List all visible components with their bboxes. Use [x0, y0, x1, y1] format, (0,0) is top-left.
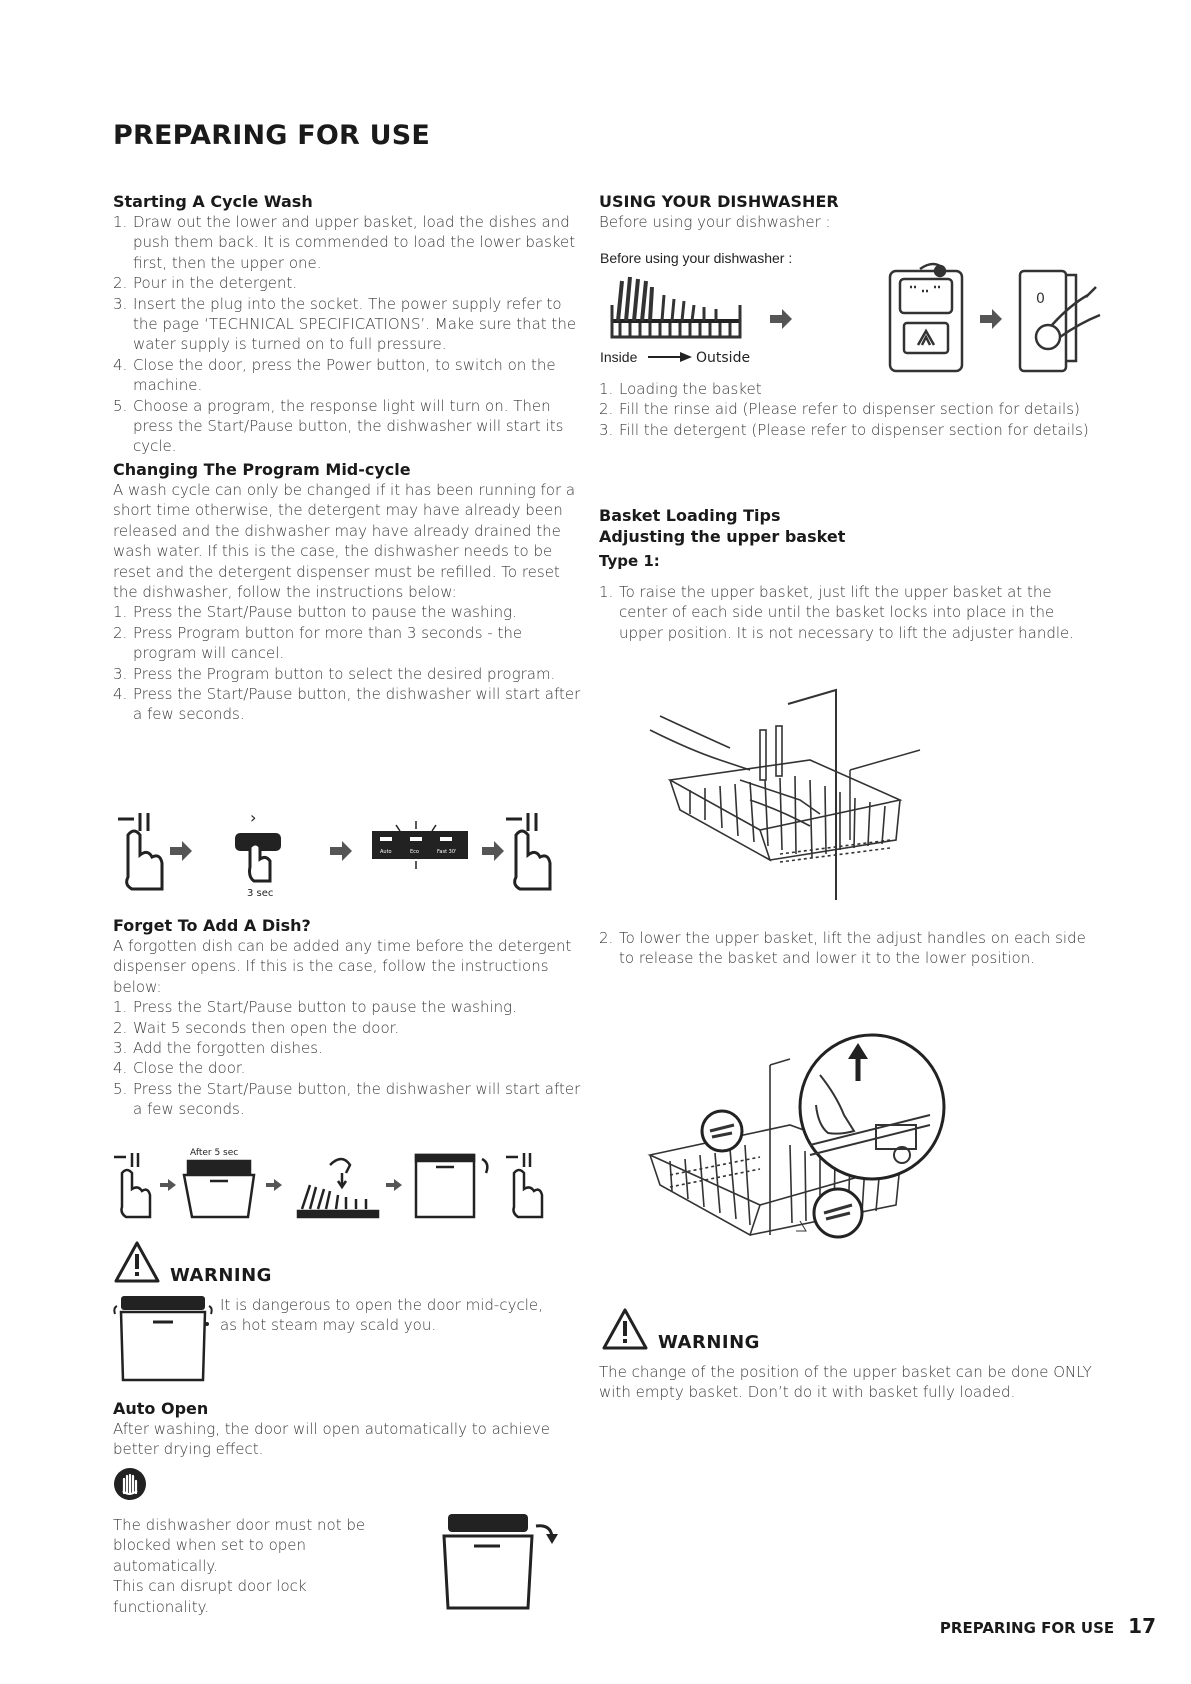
change-program-intro: A wash cycle can only be changed if it has been running for a short time otherwise, the detergent may have already been released and the dishwasher may have already drained the wash water. If this is the case, the dishwasher needs to be reset and the detergent dispenser must be refilled. To reset the dishwasher, follow the instructions below:: [113, 480, 576, 601]
list-item: 2. Press Program button for more than 3 seconds - the program will cancel.: [113, 623, 523, 663]
dishwasher-open-icon: [184, 1161, 254, 1217]
type-label: Type 1:: [599, 552, 660, 570]
add-dish-heading: Forget To Add A Dish?: [113, 916, 311, 935]
page-number: 17: [1128, 1614, 1156, 1638]
hand-press-icon: [118, 813, 162, 889]
auto-open-note: [113, 1515, 403, 1617]
warning-right-text: The change of the position of the upper basket can be done ONLY with empty basket. Don’t do it with basket fully loaded.: [599, 1363, 1092, 1402]
list-item: 5. Choose a program, the response light will turn on. Then press the Start/Pause button, the dishwasher will start its cycle.: [113, 396, 564, 456]
upper-basket-lower-illustration: [640, 1035, 940, 1265]
arrow-icon: [482, 841, 504, 861]
list-item: 1. Press the Start/Pause button to pause the washing.: [113, 998, 517, 1017]
using-figure: [600, 265, 1120, 375]
list-item: 4. Close the door.: [113, 1059, 246, 1078]
program-button-icon: [235, 808, 281, 899]
using-heading: USING YOUR DISHWASHER: [599, 192, 839, 211]
warning-right-title: WARNING: [658, 1332, 760, 1353]
auto-open-note-line: The dishwasher door must not be blocked when set to open automatically.: [113, 1516, 366, 1575]
inside-label: Inside: [600, 349, 638, 365]
basket-heading: Basket Loading Tips: [599, 506, 781, 525]
warning-icon: [601, 1307, 649, 1351]
auto-open-heading: Auto Open: [113, 1399, 209, 1418]
hold-label: 3 sec: [247, 888, 274, 899]
add-dish-figure: [110, 1145, 570, 1225]
list-item: 5. Press the Start/Pause button, the dishwasher will start after a few seconds.: [113, 1079, 581, 1119]
footer-section: PREPARING FOR USE: [939, 1619, 1115, 1637]
auto-open-text: After washing, the door will open automatically to achieve better drying effect.: [113, 1420, 551, 1459]
using-steps: [599, 379, 1099, 440]
auto-open-section: [113, 1398, 553, 1460]
add-dish-intro: A forgotten dish can be added any time before the detergent dispenser opens. If this is the case, follow the instructions below:: [113, 937, 572, 996]
panel-label: Fast 30': [437, 849, 457, 855]
list-item: 3. Insert the plug into the socket. The power supply refer to the page ‘TECHNICAL SPECIFICATIONS’. Make sure that the water supply is turned on to full pressure.: [113, 294, 577, 354]
list-item: 2. Fill the rinse aid (Please refer to dispenser section for details): [599, 400, 1080, 419]
list-item: 2. Pour in the detergent.: [113, 274, 298, 293]
panel-label: Auto: [380, 849, 392, 855]
warning-icon: [113, 1240, 161, 1284]
change-program-steps: [113, 602, 583, 724]
list-item: 2. To lower the upper basket, lift the adjust handles on each side to release the basket and lower it to the lower position.: [599, 929, 1086, 968]
list-item: 1. Loading the basket: [599, 380, 762, 398]
list-item: 4. Close the door, press the Power button, to switch on the machine.: [113, 355, 556, 395]
arrow-icon: [266, 1179, 282, 1191]
list-item: 3. Add the forgotten dishes.: [113, 1039, 323, 1058]
outside-label: Outside: [696, 350, 751, 366]
arrow-icon: [330, 841, 352, 861]
add-dish-steps: [113, 997, 583, 1119]
list-item: 1. To raise the upper basket, just lift the upper basket at the center of each side until the basket locks into place in the upper position. It is not necessary to lift the adjuster handle.: [599, 583, 1075, 642]
svg-text:›: ›: [250, 808, 257, 827]
list-item: 3. Press the Program button to select the desired program.: [113, 664, 556, 683]
adjust-upper-heading: Adjusting the upper basket: [599, 527, 846, 546]
list-item: 3. Fill the detergent (Please refer to dispenser section for details): [599, 420, 1089, 439]
control-panel-icon: [372, 821, 468, 869]
list-item: 1. Draw out the lower and upper basket, load the dishes and push them back. It is commended to load the lower basket first, then the upper one.: [113, 213, 576, 272]
using-steps-section: [599, 379, 1099, 440]
basket-section: [599, 505, 1099, 643]
using-intro: Before using your dishwasher :: [599, 213, 831, 231]
hand-press-icon: [506, 1153, 542, 1217]
dish-rack-icon: [298, 1159, 378, 1217]
dish-rack-icon: [612, 277, 740, 337]
list-item: 4. Press the Start/Pause button, the dishwasher will start after a few seconds.: [113, 684, 581, 724]
figure-caption: Before using your dishwasher :: [600, 250, 793, 266]
upper-basket-raise-illustration: [650, 690, 970, 900]
change-program-heading: Changing The Program Mid-cycle: [113, 459, 411, 479]
warning-left-title: WARNING: [170, 1265, 272, 1286]
basket-step-2-section: [599, 928, 1099, 969]
arrow-icon: [170, 841, 192, 861]
arrow-icon: [980, 309, 1002, 329]
hand-press-icon: [506, 813, 550, 889]
auto-open-dishwasher-icon: [440, 1510, 570, 1610]
arrow-icon: [386, 1179, 402, 1191]
add-dish-section: [113, 915, 583, 1120]
arrow-icon: [160, 1179, 176, 1191]
panel-label: Eco: [410, 849, 419, 855]
using-section: [599, 191, 1099, 232]
hot-steam-dishwasher-icon: [113, 1290, 213, 1382]
change-program-figure: [110, 805, 570, 899]
svg-text:0: 0: [1036, 291, 1045, 307]
start-wash-section: [113, 191, 583, 725]
dispenser-icon: [890, 264, 962, 371]
hand-stop-icon: [113, 1467, 147, 1501]
start-wash-heading: Starting A Cycle Wash: [113, 192, 313, 211]
page-title: PREPARING FOR USE: [113, 120, 431, 151]
start-wash-steps: [113, 212, 583, 457]
wait-label: After 5 sec: [190, 1148, 239, 1158]
basket-step-2: [599, 928, 1099, 969]
dishwasher-closed-icon: [416, 1155, 487, 1217]
list-item: 2. Wait 5 seconds then open the door.: [113, 1018, 400, 1037]
list-item: 1. Press the Start/Pause button to pause the washing.: [113, 603, 517, 622]
rinse-aid-icon: [1020, 271, 1100, 371]
warning-left-text: It is dangerous to open the door mid-cycle, as hot steam may scald you.: [220, 1296, 543, 1335]
page-footer: [940, 1614, 1156, 1638]
arrow-icon: [770, 309, 792, 329]
basket-step-1: [599, 582, 1099, 643]
hand-press-icon: [114, 1153, 150, 1217]
auto-open-note-line: This can disrupt door lock functionality.: [113, 1577, 307, 1616]
